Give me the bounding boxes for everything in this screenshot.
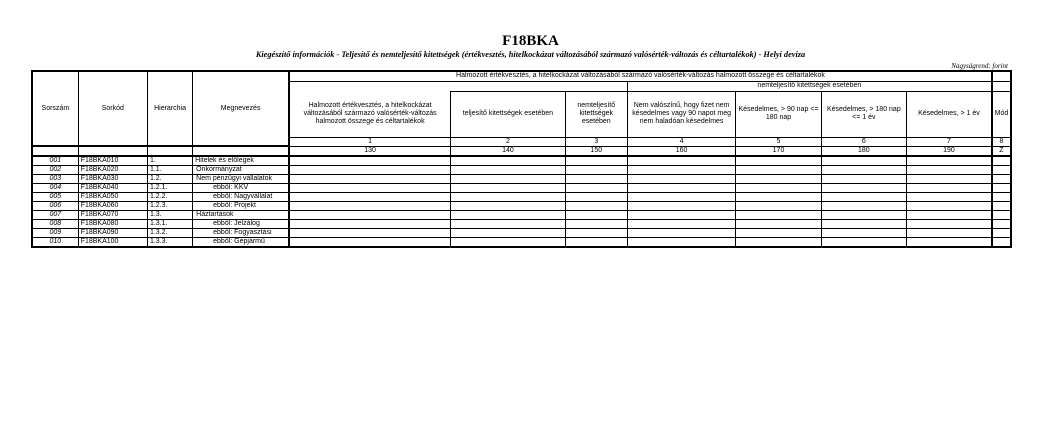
row-value-cell[interactable] <box>821 238 906 248</box>
header-group-top: Halmozott értékvesztés, a hitelkockázat változásából származó valósérték-változás halmozott összege és céltartalékok <box>289 71 992 81</box>
row-megnevezes: Nem pénzügyi vállalatok <box>193 175 289 184</box>
row-value-cell[interactable] <box>992 156 1011 166</box>
row-sorszam: 001 <box>32 156 78 166</box>
row-value-cell[interactable] <box>992 184 1011 193</box>
row-value-cell[interactable] <box>907 184 992 193</box>
row-value-cell[interactable] <box>451 184 565 193</box>
row-value-cell[interactable] <box>289 166 451 175</box>
column-number: 6 <box>821 137 906 146</box>
row-megnevezes: ebből: KKV <box>193 184 289 193</box>
row-value-cell[interactable] <box>907 220 992 229</box>
row-value-cell[interactable] <box>907 193 992 202</box>
row-megnevezes: ebből: Projekt <box>193 202 289 211</box>
row-value-cell[interactable] <box>736 229 821 238</box>
row-value-cell[interactable] <box>907 238 992 248</box>
row-value-cell[interactable] <box>565 156 627 166</box>
row-value-cell[interactable] <box>736 202 821 211</box>
row-sorkod: F18BKA050 <box>78 193 147 202</box>
row-value-cell[interactable] <box>992 220 1011 229</box>
row-value-cell[interactable] <box>736 156 821 166</box>
table-row <box>32 156 1011 166</box>
column-code: 160 <box>627 146 735 156</box>
row-value-cell[interactable] <box>736 193 821 202</box>
row-value-cell[interactable] <box>565 184 627 193</box>
row-sorszam: 010 <box>32 238 78 248</box>
row-value-cell[interactable] <box>821 229 906 238</box>
row-value-cell[interactable] <box>289 229 451 238</box>
row-value-cell[interactable] <box>736 238 821 248</box>
row-value-cell[interactable] <box>289 211 451 220</box>
row-value-cell[interactable] <box>992 211 1011 220</box>
row-value-cell[interactable] <box>627 156 735 166</box>
row-sorkod: F18BKA010 <box>78 156 147 166</box>
row-hierarchia: 1.2.3. <box>147 202 192 211</box>
header-megnevezes: Megnevezés <box>193 71 289 146</box>
row-value-cell[interactable] <box>627 166 735 175</box>
row-value-cell[interactable] <box>736 211 821 220</box>
row-value-cell[interactable] <box>451 211 565 220</box>
row-value-cell[interactable] <box>821 184 906 193</box>
row-hierarchia: 1.1. <box>147 166 192 175</box>
row-sorkod: F18BKA020 <box>78 166 147 175</box>
header-col-1: Halmozott értékvesztés, a hitelkockázat változásából származó valósérték-változás halmozott összege és céltartalékok <box>289 91 451 137</box>
row-value-cell[interactable] <box>627 202 735 211</box>
row-value-cell[interactable] <box>907 229 992 238</box>
row-value-cell[interactable] <box>821 220 906 229</box>
row-value-cell[interactable] <box>821 156 906 166</box>
row-sorszam: 004 <box>32 184 78 193</box>
row-value-cell[interactable] <box>565 229 627 238</box>
row-value-cell[interactable] <box>451 166 565 175</box>
report-subtitle: Kiegészítő információk - Teljesítő és nemteljesítő kitettségek (értékvesztés, hitelkockázat változásából származó valósérték-változás és céltartalékok) - Helyi deviza <box>255 50 806 59</box>
row-value-cell[interactable] <box>907 156 992 166</box>
row-value-cell[interactable] <box>565 238 627 248</box>
column-number: 5 <box>736 137 821 146</box>
row-value-cell[interactable] <box>627 229 735 238</box>
table-row <box>32 238 1011 248</box>
column-code: 140 <box>451 146 565 156</box>
row-value-cell[interactable] <box>992 229 1011 238</box>
column-code: 180 <box>821 146 906 156</box>
sorkod-pad <box>78 146 147 156</box>
row-value-cell[interactable] <box>627 193 735 202</box>
row-value-cell[interactable] <box>451 202 565 211</box>
header-col-2: teljesítő kitettségek esetében <box>451 91 565 137</box>
row-hierarchia: 1.3.1. <box>147 220 192 229</box>
row-sorszam: 006 <box>32 202 78 211</box>
row-value-cell[interactable] <box>627 175 735 184</box>
table-row <box>32 166 1011 175</box>
header-col-4: Nem valószínű, hogy fizet nem késedelmes vagy 90 napot meg nem haladóan késedelmes <box>627 91 735 137</box>
table-row <box>32 175 1011 184</box>
row-value-cell[interactable] <box>451 238 565 248</box>
row-hierarchia: 1.2.1. <box>147 184 192 193</box>
header-col-3: nemteljesítő kitettségek esetében <box>565 91 627 137</box>
row-sorszam: 002 <box>32 166 78 175</box>
row-value-cell[interactable] <box>289 238 451 248</box>
row-value-cell[interactable] <box>907 166 992 175</box>
row-sorkod: F18BKA040 <box>78 184 147 193</box>
row-sorszam: 003 <box>32 175 78 184</box>
row-value-cell[interactable] <box>907 211 992 220</box>
row-value-cell[interactable] <box>907 202 992 211</box>
row-value-cell[interactable] <box>627 220 735 229</box>
row-megnevezes: Önkormányzat <box>193 166 289 175</box>
row-value-cell[interactable] <box>627 238 735 248</box>
row-sorszam: 007 <box>32 211 78 220</box>
row-value-cell[interactable] <box>289 184 451 193</box>
row-value-cell[interactable] <box>736 220 821 229</box>
row-sorkod: F18BKA100 <box>78 238 147 248</box>
column-code: Z <box>992 146 1011 156</box>
header-blank-sub <box>992 81 1011 91</box>
column-number: 2 <box>451 137 565 146</box>
hierarchia-pad <box>147 146 192 156</box>
row-value-cell[interactable] <box>992 193 1011 202</box>
row-sorkod: F18BKA060 <box>78 202 147 211</box>
row-sorkod: F18BKA070 <box>78 211 147 220</box>
row-hierarchia: 1.3. <box>147 211 192 220</box>
table-row <box>32 211 1011 220</box>
table-row <box>32 220 1011 229</box>
row-value-cell[interactable] <box>565 220 627 229</box>
sorszam-pad <box>32 146 78 156</box>
row-hierarchia: 1.3.3. <box>147 238 192 248</box>
row-sorszam: 009 <box>32 229 78 238</box>
row-value-cell[interactable] <box>907 175 992 184</box>
header-col-8: Mód <box>992 91 1011 137</box>
row-value-cell[interactable] <box>821 193 906 202</box>
row-value-cell[interactable] <box>565 166 627 175</box>
column-number: 1 <box>289 137 451 146</box>
row-megnevezes: Hitelek és előlegek <box>193 156 289 166</box>
row-value-cell[interactable] <box>736 166 821 175</box>
row-value-cell[interactable] <box>821 211 906 220</box>
header-hierarchia: Hierarchia <box>147 71 192 146</box>
unit-label: Nagyságrend: forint <box>951 62 1008 70</box>
column-number: 4 <box>627 137 735 146</box>
column-number: 3 <box>565 137 627 146</box>
column-number: 8 <box>992 137 1011 146</box>
row-value-cell[interactable] <box>992 166 1011 175</box>
row-value-cell[interactable] <box>992 202 1011 211</box>
row-value-cell[interactable] <box>821 175 906 184</box>
row-megnevezes: ebből: Gépjármű <box>193 238 289 248</box>
table-row <box>32 184 1011 193</box>
row-megnevezes: ebből: Jelzálog <box>193 220 289 229</box>
row-sorkod: F18BKA080 <box>78 220 147 229</box>
row-value-cell[interactable] <box>821 166 906 175</box>
row-hierarchia: 1.3.2. <box>147 229 192 238</box>
row-value-cell[interactable] <box>451 175 565 184</box>
row-value-cell[interactable] <box>289 202 451 211</box>
row-value-cell[interactable] <box>451 229 565 238</box>
column-code: 190 <box>907 146 992 156</box>
row-value-cell[interactable] <box>736 184 821 193</box>
row-value-cell[interactable] <box>289 175 451 184</box>
report-title: F18BKA <box>502 33 559 49</box>
row-value-cell[interactable] <box>289 220 451 229</box>
header-col-6: Késedelmes, > 180 nap <= 1 év <box>821 91 906 137</box>
header-col-7: Késedelmes, > 1 év <box>907 91 992 137</box>
row-value-cell[interactable] <box>451 220 565 229</box>
row-value-cell[interactable] <box>289 193 451 202</box>
table-row <box>32 202 1011 211</box>
table-row <box>32 193 1011 202</box>
row-value-cell[interactable] <box>451 193 565 202</box>
table-row <box>32 229 1011 238</box>
row-value-cell[interactable] <box>565 193 627 202</box>
report-table <box>31 70 1012 248</box>
row-megnevezes: Háztartások <box>193 211 289 220</box>
row-sorszam: 005 <box>32 193 78 202</box>
row-megnevezes: ebből: Nagyvállalat <box>193 193 289 202</box>
column-code: 130 <box>289 146 451 156</box>
row-sorkod: F18BKA090 <box>78 229 147 238</box>
row-hierarchia: 1.2. <box>147 175 192 184</box>
row-value-cell[interactable] <box>992 175 1011 184</box>
row-value-cell[interactable] <box>992 238 1011 248</box>
row-value-cell[interactable] <box>451 156 565 166</box>
row-value-cell[interactable] <box>565 175 627 184</box>
row-hierarchia: 1. <box>147 156 192 166</box>
column-number: 7 <box>907 137 992 146</box>
row-value-cell[interactable] <box>565 202 627 211</box>
column-code: 150 <box>565 146 627 156</box>
row-value-cell[interactable] <box>821 202 906 211</box>
row-value-cell[interactable] <box>627 184 735 193</box>
column-code: 170 <box>736 146 821 156</box>
row-value-cell[interactable] <box>627 211 735 220</box>
row-value-cell[interactable] <box>736 175 821 184</box>
row-megnevezes: ebből: Fogyasztási <box>193 229 289 238</box>
row-value-cell[interactable] <box>289 156 451 166</box>
header-sorkod: Sorkód <box>78 71 147 146</box>
header-col-5: Késedelmes, > 90 nap <= 180 nap <box>736 91 821 137</box>
row-hierarchia: 1.2.2. <box>147 193 192 202</box>
row-sorszam: 008 <box>32 220 78 229</box>
header-spacer <box>289 81 627 91</box>
row-sorkod: F18BKA030 <box>78 175 147 184</box>
header-blank-top <box>992 71 1011 81</box>
header-group-sub: nemteljesítő kitettségek esetében <box>627 81 991 91</box>
header-sorszam: Sorszám <box>32 71 78 146</box>
megnevezes-pad <box>193 146 289 156</box>
row-value-cell[interactable] <box>565 211 627 220</box>
